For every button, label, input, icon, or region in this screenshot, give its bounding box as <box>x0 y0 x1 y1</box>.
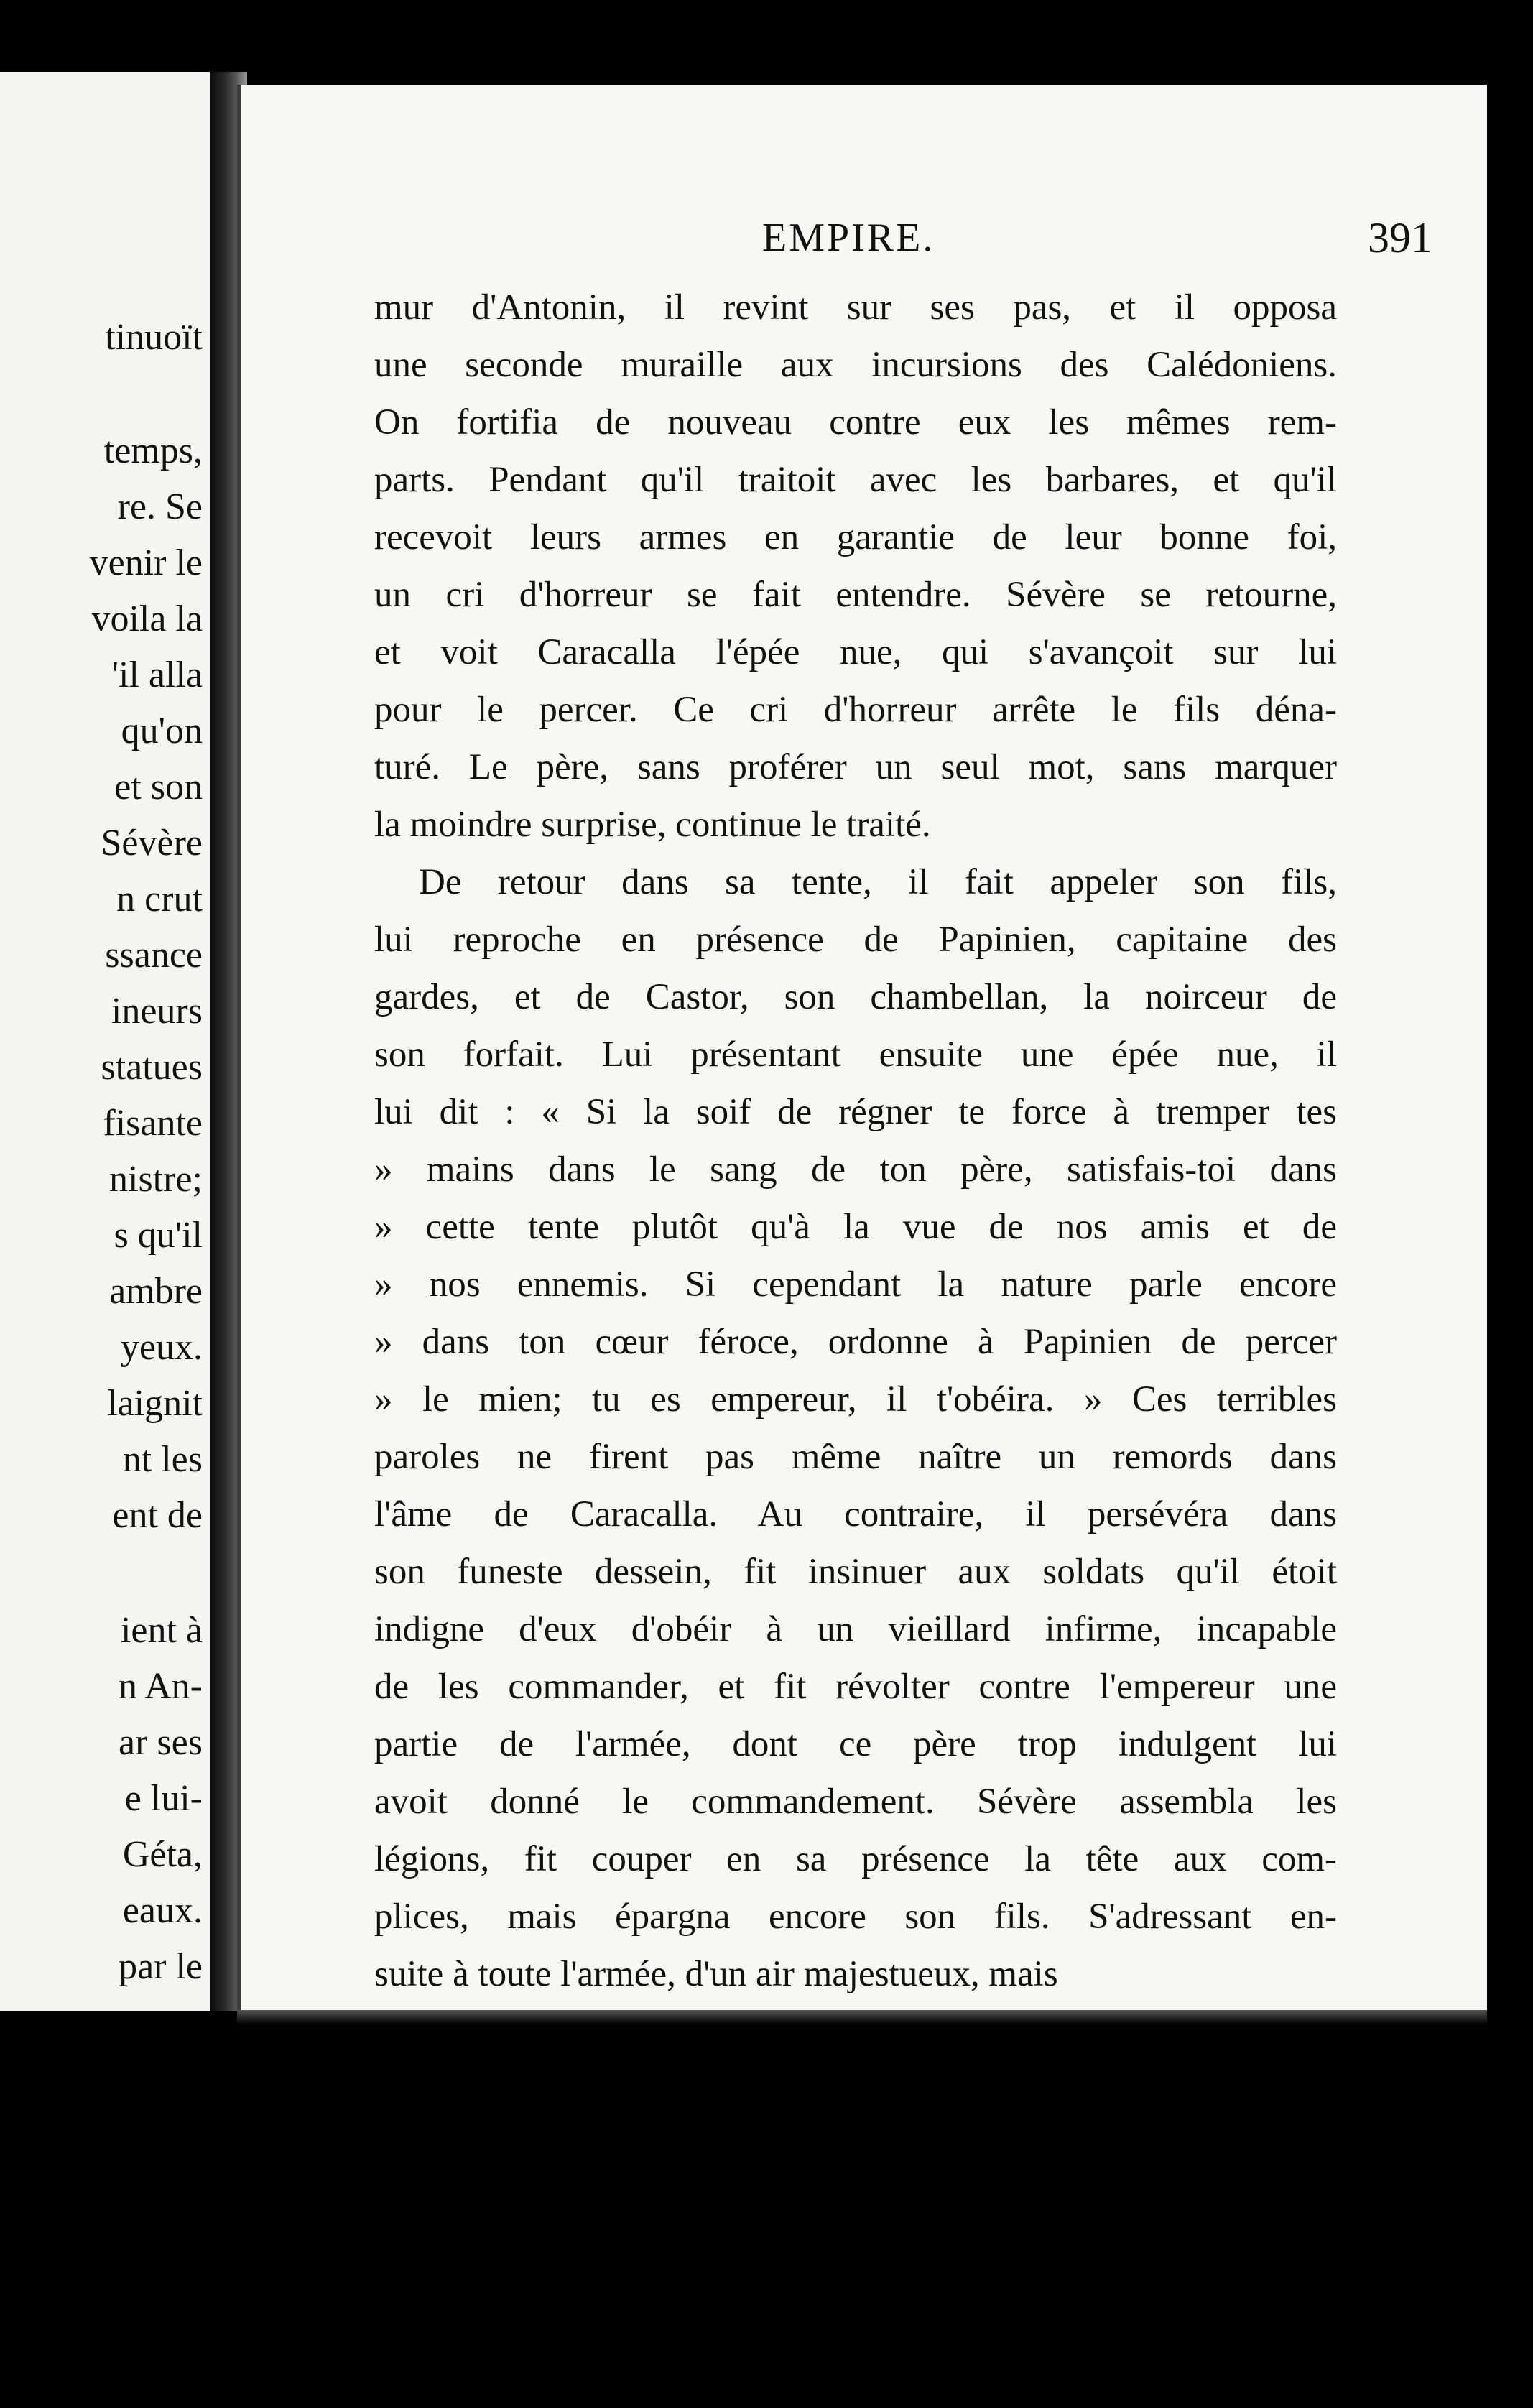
text-line: et voit Caracalla l'épée nue, qui s'avançoit sur lui <box>374 632 1337 672</box>
text-line: pour le percer. Ce cri d'horreur arrête le fils déna- <box>374 690 1337 730</box>
text-line: » le mien; tu es empereur, il t'obéira. » Ces terribles <box>374 1379 1337 1420</box>
previous-page-line: par le <box>119 1946 203 1987</box>
text-line: » nos ennemis. Si cependant la nature parle encore <box>374 1264 1337 1305</box>
text-line: suite à toute l'armée, d'un air majestueux, mais <box>374 1954 1058 1994</box>
previous-page-line: s qu'il <box>114 1215 203 1256</box>
previous-page-line: n An- <box>119 1666 203 1707</box>
previous-page-line: temps, <box>103 430 203 471</box>
previous-page-line: qu'on <box>121 710 203 751</box>
previous-page-line: re. Se <box>117 486 203 527</box>
previous-page-line: laignit <box>107 1383 203 1424</box>
previous-page-line: yeux. <box>120 1327 203 1368</box>
text-line: de les commander, et fit révolter contre l'empereur une <box>374 1667 1337 1707</box>
previous-page-line: eaux. <box>122 1890 203 1931</box>
previous-page-line: statues <box>101 1047 203 1088</box>
previous-page-line: Géta, <box>122 1834 203 1875</box>
text-line: avoit donné le commandement. Sévère assembla les <box>374 1782 1337 1822</box>
previous-page-line: fisante <box>103 1103 203 1144</box>
text-line: son funeste dessein, fit insinuer aux soldats qu'il étoit <box>374 1552 1337 1592</box>
text-line: parts. Pendant qu'il traitoit avec les barbares, et qu'il <box>374 460 1337 500</box>
previous-page-line: ar ses <box>119 1722 203 1763</box>
text-line: lui reproche en présence de Papinien, capitaine des <box>374 920 1337 960</box>
text-line: paroles ne firent pas même naître un remords dans <box>374 1437 1337 1477</box>
text-line: On fortifia de nouveau contre eux les mêmes rem- <box>374 402 1337 443</box>
text-line: lui dit : « Si la soif de régner te force à tremper tes <box>374 1092 1337 1132</box>
previous-page-line: 'il alla <box>111 654 203 695</box>
previous-page-line: tinuoït <box>105 317 203 358</box>
previous-page-line: ineurs <box>111 991 203 1032</box>
page-number: 391 <box>1368 214 1432 261</box>
running-head-title: EMPIRE. <box>762 216 935 260</box>
previous-page-line: nistre; <box>109 1159 203 1200</box>
text-line: l'âme de Caracalla. Au contraire, il persévéra dans <box>374 1494 1337 1534</box>
text-line: une seconde muraille aux incursions des Calédoniens. <box>374 345 1337 385</box>
text-line: De retour dans sa tente, il fait appeler son fils, <box>419 862 1337 902</box>
current-page <box>237 85 1487 2010</box>
page-bottom-shadow <box>237 2010 1487 2024</box>
previous-page-line: ssance <box>105 935 203 976</box>
previous-page-line: nt les <box>122 1439 203 1480</box>
text-line: partie de l'armée, dont ce père trop indulgent lui <box>374 1724 1337 1764</box>
running-head <box>241 205 1491 270</box>
text-line: la moindre surprise, continue le traité. <box>374 805 931 845</box>
text-line: turé. Le père, sans proférer un seul mot, sans marquer <box>374 747 1337 787</box>
text-line: mur d'Antonin, il revint sur ses pas, et il opposa <box>374 287 1337 328</box>
text-line: » dans ton cœur féroce, ordonne à Papinien de percer <box>374 1322 1337 1362</box>
text-line: légions, fit couper en sa présence la tête aux com- <box>374 1839 1337 1879</box>
previous-page-line: venir le <box>89 542 203 583</box>
text-line: » mains dans le sang de ton père, satisfais-toi dans <box>374 1149 1337 1190</box>
text-line: plices, mais épargna encore son fils. S'adressant en- <box>374 1897 1337 1937</box>
previous-page-line: et son <box>114 767 203 807</box>
previous-page-line: ambre <box>109 1271 203 1312</box>
previous-page-line: Sévère <box>101 823 203 863</box>
text-line: indigne d'eux d'obéir à un vieillard infirme, incapable <box>374 1609 1337 1649</box>
text-line: gardes, et de Castor, son chambellan, la noirceur de <box>374 977 1337 1017</box>
previous-page-line: ent de <box>112 1495 203 1536</box>
text-line: » cette tente plutôt qu'à la vue de nos amis et de <box>374 1207 1337 1247</box>
text-line: recevoit leurs armes en garantie de leur bonne foi, <box>374 517 1337 557</box>
previous-page-line: ient à <box>120 1610 203 1651</box>
previous-page-line: e lui- <box>124 1778 203 1819</box>
text-line: un cri d'horreur se fait entendre. Sévère se retourne, <box>374 575 1337 615</box>
body-text <box>374 279 1337 2003</box>
previous-page-line: n crut <box>116 879 203 920</box>
text-line: son forfait. Lui présentant ensuite une épée nue, il <box>374 1034 1337 1075</box>
previous-page-line: voila la <box>91 598 203 639</box>
previous-page <box>0 72 210 2011</box>
